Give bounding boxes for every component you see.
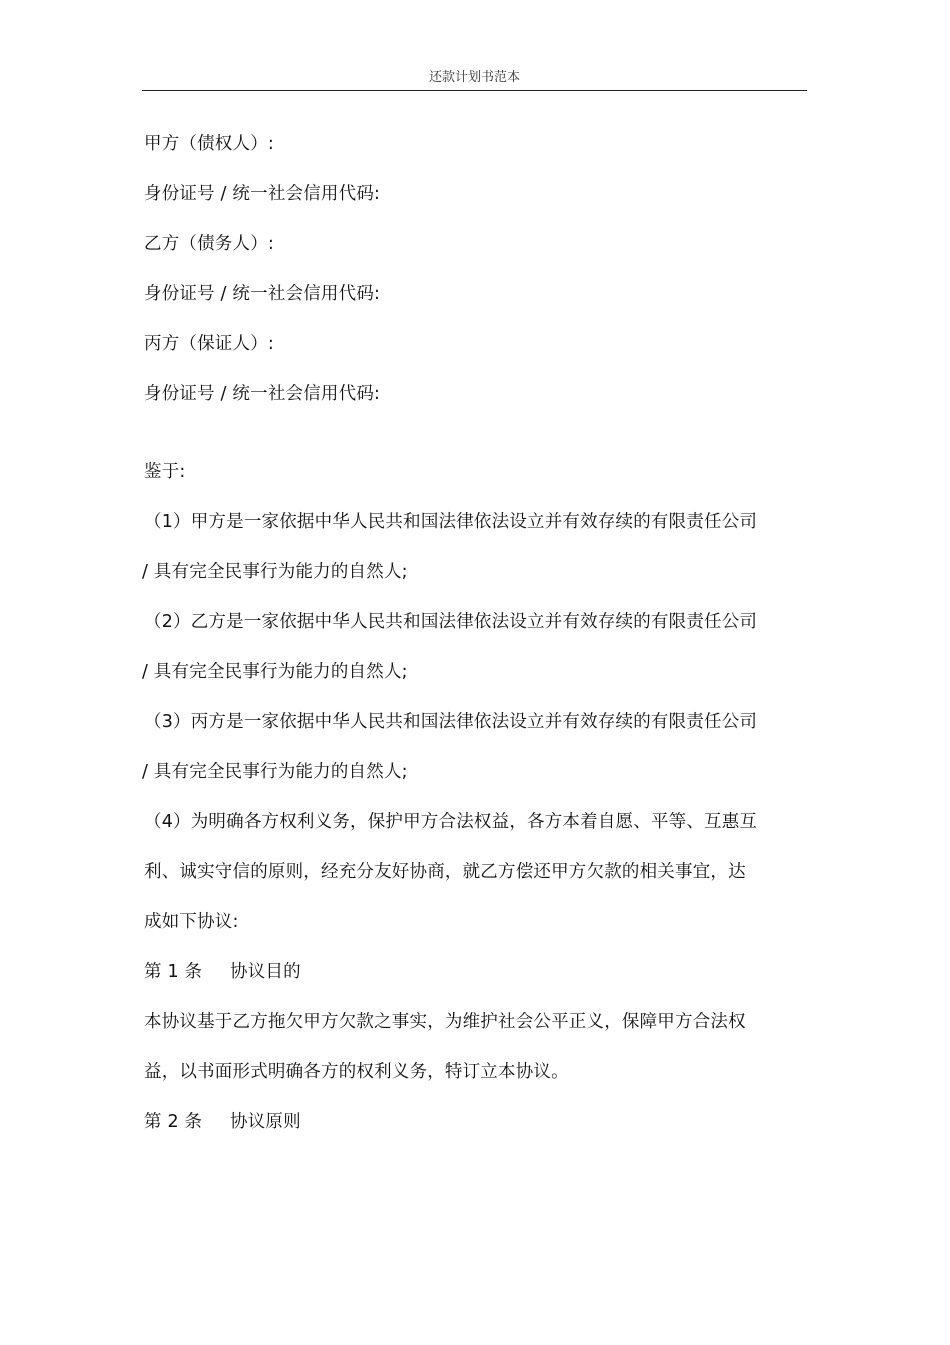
whereas-item: 利、诚实守信的原则，经充分友好协商，就乙方偿还甲方欠款的相关事宜，达 bbox=[144, 862, 746, 882]
whereas-item: （1）甲方是一家依据中华人民共和国法律依法设立并有效存续的有限责任公司 bbox=[144, 512, 758, 532]
article-1-title: 协议目的 bbox=[230, 962, 301, 982]
page-header-title: 还款计划书范本 bbox=[428, 70, 520, 85]
whereas-item: （4）为明确各方权利义务，保护甲方合法权益，各方本着自愿、平等、互惠互 bbox=[144, 812, 758, 832]
party-c-label: 丙方（保证人）: bbox=[144, 334, 274, 354]
article-2-number: 第 2 条 bbox=[144, 1112, 203, 1132]
header-divider bbox=[142, 90, 807, 91]
party-a-id-label: 身份证号 / 统一社会信用代码: bbox=[144, 184, 381, 204]
whereas-item: / 具有完全民事行为能力的自然人; bbox=[142, 762, 408, 782]
article-1-number: 第 1 条 bbox=[144, 962, 203, 982]
whereas-item: 成如下协议: bbox=[144, 912, 239, 932]
whereas-item: （3）丙方是一家依据中华人民共和国法律依法设立并有效存续的有限责任公司 bbox=[144, 712, 758, 732]
article-2-title: 协议原则 bbox=[230, 1112, 301, 1132]
whereas-item: （2）乙方是一家依据中华人民共和国法律依法设立并有效存续的有限责任公司 bbox=[144, 612, 758, 632]
whereas-heading: 鉴于: bbox=[144, 462, 186, 482]
party-b-label: 乙方（债务人）: bbox=[144, 234, 274, 254]
party-b-id-label: 身份证号 / 统一社会信用代码: bbox=[144, 284, 381, 304]
article-1-body: 本协议基于乙方拖欠甲方欠款之事实，为维护社会公平正义，保障甲方合法权 bbox=[144, 1012, 746, 1032]
article-1-heading bbox=[144, 958, 301, 983]
party-c-id-label: 身份证号 / 统一社会信用代码: bbox=[144, 384, 381, 404]
party-a-label: 甲方（债权人）: bbox=[144, 134, 274, 154]
article-1-body: 益，以书面形式明确各方的权利义务，特订立本协议。 bbox=[144, 1062, 569, 1082]
whereas-item: / 具有完全民事行为能力的自然人; bbox=[142, 662, 408, 682]
whereas-item: / 具有完全民事行为能力的自然人; bbox=[142, 562, 408, 582]
article-2-heading bbox=[144, 1108, 301, 1133]
